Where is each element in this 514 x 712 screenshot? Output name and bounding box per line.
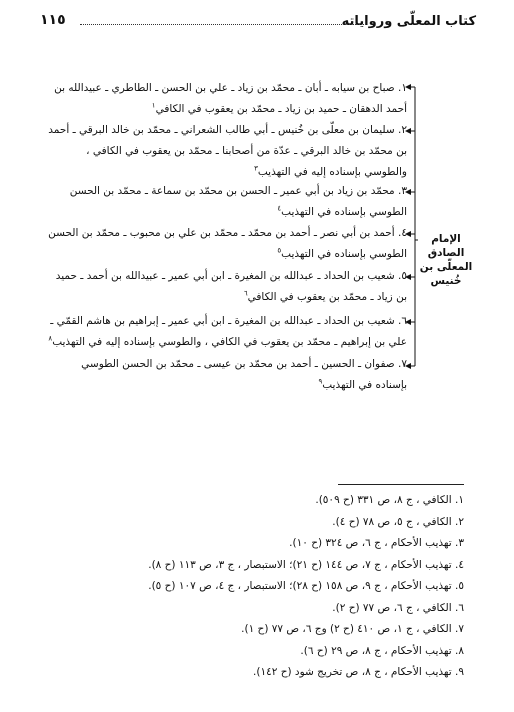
- imam-source-label: [418, 232, 474, 288]
- narrator-name: المعلّى بن خُنيس: [419, 261, 473, 287]
- narration-chain-1: ١. صباح بن سيابه ـ أبان ـ محمّد بن زياد ـ علي بن الحسن ـ الطاطري ـ عبيدالله بن أحمد الدهقان ـ حميد بن زياد ـ محمّد بن يعقوب في الكافي$^١$: [54, 82, 407, 115]
- footnote-item: ٥. تهذيب الأحكام ، ج ٩، ص ١٥٨ (ح ٢٨)؛ الاستبصار ، ج ٤، ص ١٠٧ (ح ٥).: [148, 580, 464, 592]
- footnote-ref: ٦: [243, 289, 248, 298]
- footnote-item: ٩. تهذيب الأحكام ، ج ٨، ص تخريج شود (ح ١٤٢).: [253, 666, 464, 678]
- footnote-ref: ٤: [277, 204, 282, 213]
- footnote-item: ٢. الكافي ، ج ٥، ص ٧٨ (ح ٤).: [332, 515, 464, 528]
- narration-chain-5: ٥. شعيب بن الحداد ـ عبدالله بن المغيرة ـ ابن أبي عمير ـ عبيدالله بن أحمد ـ حميد بن زياد ـ محمّد بن يعقوب في الكافي$^٦$: [55, 270, 407, 303]
- footnote-item: ٧. الكافي ، ج ١، ص ٤١٠ (ح ٢) وج ٦، ص ٧٧ (ح ١).: [241, 623, 464, 635]
- running-header-title: كتاب المعلّى ورواياته: [341, 14, 476, 29]
- footnote-item: ٦. الكافي ، ج ٦، ص ٧٧ (ح ٢).: [332, 601, 464, 614]
- footnote-item: ٨. تهذيب الأحكام ، ج ٨، ص ٢٩ (ح ٦).: [300, 644, 464, 657]
- narration-chain-7: ٧. صفوان ـ الحسين ـ أحمد بن محمّد بن عيسى ـ محمّد بن الحسن الطوسي بإسناده في التهذيب$^٩$: [81, 358, 407, 391]
- footnote-item: ٤. تهذيب الأحكام ، ج ٧، ص ١٤٤ (ح ٢١)؛ الاستبصار ، ج ٣، ص ١١٣ (ح ٨).: [148, 558, 464, 571]
- page-number: ١١٥: [40, 12, 66, 28]
- narration-chain-2: ٢. سليمان بن معلّى بن خُنيس ـ أبي طالب الشعراني ـ محمّد بن خالد البرقي ـ أحمد بن محمّد بن خالد البرقي ـ عدّة من أصحابنا ـ محمّد بن يعقوب في الكافي ، والطوسي بإسناده إليه في التهذيب$^٣$: [48, 124, 407, 178]
- footnote-ref: ٥: [277, 246, 282, 255]
- footnote-ref: ١: [151, 101, 156, 110]
- narration-chain-4: ٤. أحمد بن أبي نصر ـ أحمد بن محمّد ـ محمّد بن علي بن محبوب ـ محمّد بن الحسن الطوسي بإسناده في التهذيب$^٥$: [48, 227, 407, 260]
- imam-name: الإمام الصادق: [427, 233, 465, 259]
- footnotes-list: [44, 490, 464, 684]
- narration-chain-6: ٦. شعيب بن الحداد ـ عبدالله بن المغيرة ـ ابن أبي عمير ـ إبراهيم بن هاشم القمّي ـ علي بن إبراهيم ـ محمّد بن يعقوب في الكافي ، والطوسي بإسناده إليه في التهذيب$^٨$: [48, 315, 407, 348]
- footnote-item: ١. الكافي ، ج ٨، ص ٣٣١ (ح ٥٠٩).: [315, 494, 464, 506]
- footnote-item: ٣. تهذيب الأحكام ، ج ٦، ص ٣٢٤ (ح ١٠).: [289, 537, 464, 549]
- footnote-ref: ٩: [318, 377, 323, 386]
- narration-chain-3: ٣. محمّد بن زياد بن أبي عمير ـ الحسن بن محمّد بن سماعة ـ محمّد بن الحسن الطوسي بإسناده في التهذيب$^٤$: [69, 185, 407, 218]
- footnote-separator: [338, 484, 464, 485]
- footnote-ref: ٨: [48, 334, 53, 343]
- footnote-ref: ٣: [254, 164, 258, 173]
